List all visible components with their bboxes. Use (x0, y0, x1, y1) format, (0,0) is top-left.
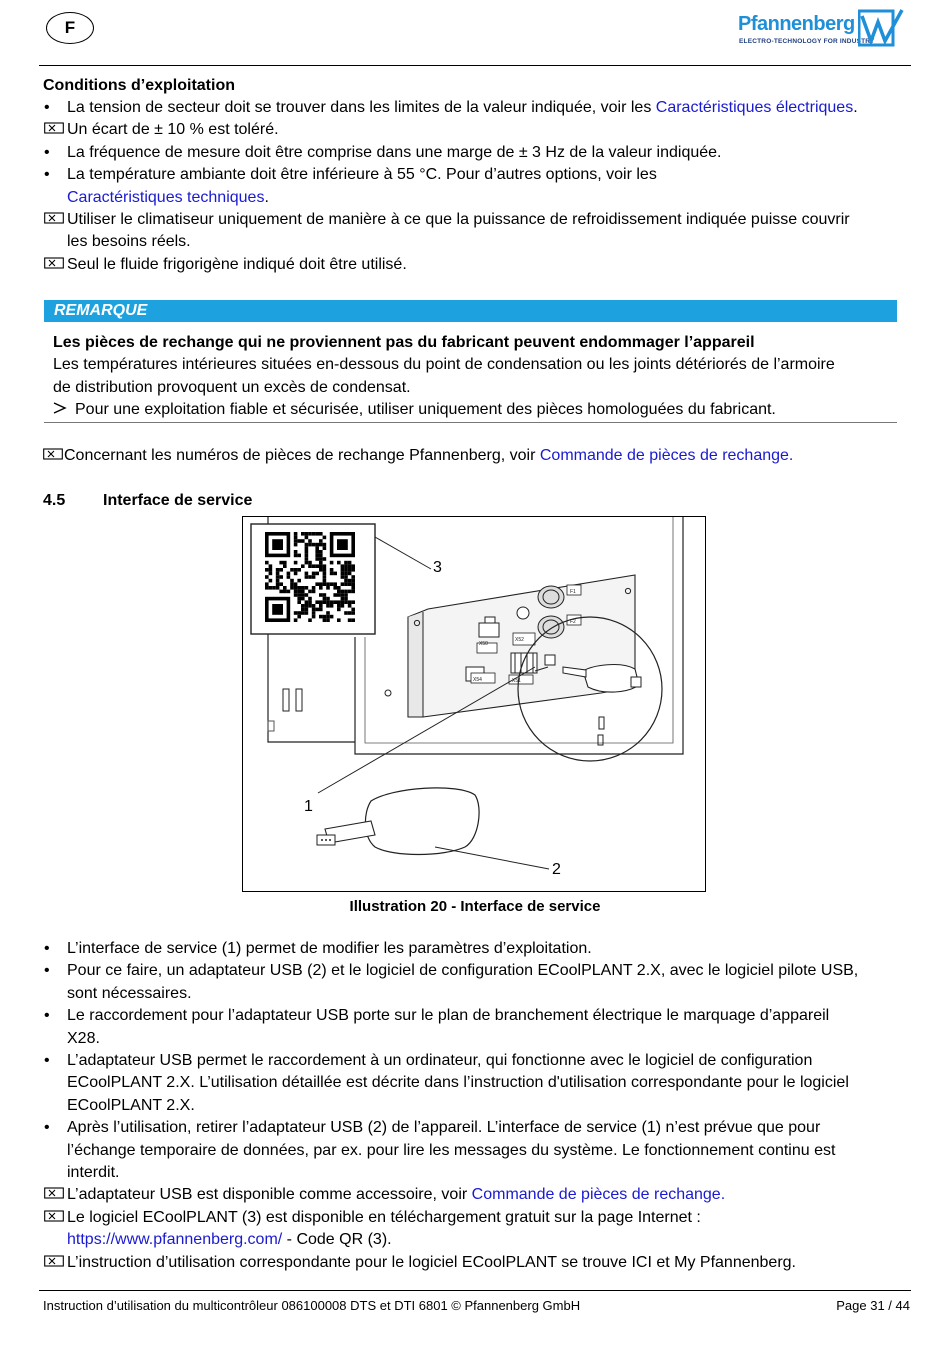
connector-label-x54: X54 (473, 677, 482, 683)
figure-caption: Illustration 20 - Interface de service (349, 898, 601, 915)
remark-title: REMARQUE (54, 302, 148, 319)
item-text: sont nécessaires. (67, 984, 192, 1002)
note-item (44, 254, 407, 276)
pointing-hand-icon (43, 447, 63, 461)
bullet-item (67, 1050, 812, 1072)
item-text-after: . (264, 188, 269, 206)
note-item (44, 119, 279, 141)
connector-label-x52: X52 (515, 637, 524, 643)
spare-parts-text: Concernant les numéros de pièces de rechange Pfannenberg, voir (64, 447, 540, 464)
item-text: L’adaptateur USB est disponible comme accessoire, voir (67, 1186, 472, 1204)
bullet-marker: • (44, 1119, 50, 1137)
spare-parts-link[interactable]: Commande de pièces de rechange. (539, 447, 794, 464)
bullet-item (67, 960, 858, 982)
continued-line (67, 1095, 195, 1117)
arrow-bullet-icon (53, 402, 67, 414)
conditions-heading: Conditions d’exploitation (43, 77, 235, 94)
item-text: La fréquence de mesure doit être comprise dans une marge de ± 3 Hz de la valeur indiquée. (67, 143, 722, 161)
remark-body-line-2: de distribution provoquent un excès de condensat. (53, 379, 411, 396)
bullet-item (67, 1117, 820, 1139)
remark-action-text: Pour une exploitation fiable et sécurisée, utiliser uniquement des pièces homologuées du fabricant. (75, 401, 776, 418)
note-item (44, 1207, 701, 1229)
pointing-hand-icon (44, 121, 64, 135)
bullet-item (67, 142, 722, 164)
bullet-marker: • (44, 1007, 50, 1025)
item-text: Le logiciel ECoolPLANT (3) est disponible en téléchargement gratuit sur la page Internet : (67, 1208, 701, 1226)
connector-label-x50: X50 (479, 641, 488, 647)
continued-line (67, 231, 191, 253)
logo-mark-icon (858, 8, 904, 48)
continued-line (67, 1162, 119, 1184)
pointing-hand-icon (44, 1209, 64, 1223)
item-text-after: . (853, 99, 858, 116)
item-text: Seul le fluide frigorigène indiqué doit être utilisé. (67, 255, 407, 273)
bullet-item (67, 938, 592, 960)
item-text: les besoins réels. (67, 233, 191, 251)
item-text: Après l’utilisation, retirer l’adaptateur USB (2) de l’appareil. L’interface de service (1) n’est prévue que pour (67, 1119, 821, 1137)
service-interface-illustration (243, 517, 705, 891)
section-title: Interface de service (103, 492, 253, 509)
item-link[interactable]: Commande de pièces de rechange. (471, 1186, 726, 1204)
continued-line (67, 1072, 849, 1094)
bullet-marker: • (44, 166, 50, 184)
bullet-item (67, 97, 858, 119)
section-number: 4.5 (43, 492, 66, 509)
item-text: ECoolPLANT 2.X. (67, 1096, 195, 1114)
remark-rule (44, 422, 897, 423)
bullet-marker: • (44, 1052, 50, 1069)
continued-line (67, 983, 192, 1005)
item-text: Utiliser le climatiseur uniquement de manière à ce que la puissance de refroidissement indiquée puisse couvrir (67, 211, 850, 228)
item-text: Un écart de ± 10 % est toléré. (67, 121, 279, 139)
item-text: X28. (67, 1029, 100, 1047)
item-text: L’instruction d’utilisation correspondante pour le logiciel ECoolPLANT se trouve ICI et My Pfannenberg. (67, 1253, 796, 1271)
item-text: ECoolPLANT 2.X. L’utilisation détaillée est décrite dans l’instruction d'utilisation correspondante pour le logiciel (67, 1074, 849, 1092)
item-link[interactable]: Caractéristiques électriques (655, 99, 854, 116)
item-text: Pour ce faire, un adaptateur USB (2) et le logiciel de configuration ECoolPLANT 2.X, avec le logiciel pilote USB, (67, 962, 859, 980)
footer-rule (39, 1290, 911, 1291)
connector-label-x51: X51 (512, 678, 521, 684)
item-text: Le raccordement pour l’adaptateur USB porte sur le plan de branchement électrique le marquage d’appareil (67, 1007, 830, 1025)
footer-document-title: Instruction d’utilisation du multicontrôleur 086100008 DTS et DTI 6801 © Pfannenberg GmbH (43, 1298, 581, 1313)
service-interface-figure (242, 516, 706, 892)
pointing-hand-icon (44, 211, 64, 225)
logo-tagline: ELECTRO-TECHNOLOGY FOR INDUSTRY (739, 38, 875, 45)
item-link[interactable]: https://www.pfannenberg.com/ (67, 1231, 283, 1249)
note-item (44, 1252, 796, 1274)
bullet-marker: • (44, 99, 50, 116)
pfannenberg-logo (738, 6, 910, 48)
item-link[interactable]: Caractéristiques techniques (67, 188, 265, 206)
item-text: L’interface de service (1) permet de modifier les paramètres d’exploitation. (67, 940, 592, 957)
callout-3: 3 (433, 559, 442, 576)
logo-wordmark: Pfannenberg (738, 13, 855, 35)
spare-parts-note (43, 445, 793, 467)
item-text: L’adaptateur USB permet le raccordement à un ordinateur, qui fonctionne avec le logiciel de configuration (67, 1052, 813, 1069)
remark-action (53, 399, 776, 421)
continued-line (67, 1028, 100, 1050)
item-text-after: - Code QR (3). (282, 1231, 392, 1249)
connector-label-f1: F1 (570, 589, 576, 595)
remark-banner (44, 300, 897, 322)
callout-2: 2 (552, 861, 561, 878)
pointing-hand-icon (44, 1186, 64, 1200)
remark-headline: Les pièces de rechange qui ne proviennent pas du fabricant peuvent endommager l’appareil (53, 334, 755, 351)
bullet-marker: • (44, 143, 50, 161)
continued-line (67, 1140, 835, 1162)
footer-page-number: Page 31 / 44 (836, 1298, 910, 1313)
note-item (44, 209, 850, 231)
bullet-marker: • (44, 940, 50, 957)
bullet-marker: • (44, 962, 50, 980)
bullet-item (67, 164, 657, 186)
remark-body-line-1: Les températures intérieures situées en-dessous du point de condensation ou les joints détériorés de l’armoire (53, 356, 835, 373)
connector-label-f2: F2 (570, 619, 576, 625)
item-text: La température ambiante doit être inférieure à 55 °C. Pour d’autres options, voir les (67, 166, 657, 184)
language-badge: F (46, 12, 94, 44)
bullet-item (67, 1005, 829, 1027)
note-item (44, 1184, 725, 1206)
header-rule (39, 65, 911, 66)
continued-line (67, 1229, 392, 1251)
item-text: La tension de secteur doit se trouver dans les limites de la valeur indiquée, voir les (67, 99, 656, 116)
callout-1: 1 (304, 798, 313, 815)
pointing-hand-icon (44, 1254, 64, 1268)
item-text: interdit. (67, 1164, 120, 1181)
pointing-hand-icon (44, 256, 64, 270)
item-text: l’échange temporaire de données, par ex. pour lire les messages du système. Le fonctionnement continu est (67, 1141, 836, 1159)
continued-line (67, 187, 269, 209)
